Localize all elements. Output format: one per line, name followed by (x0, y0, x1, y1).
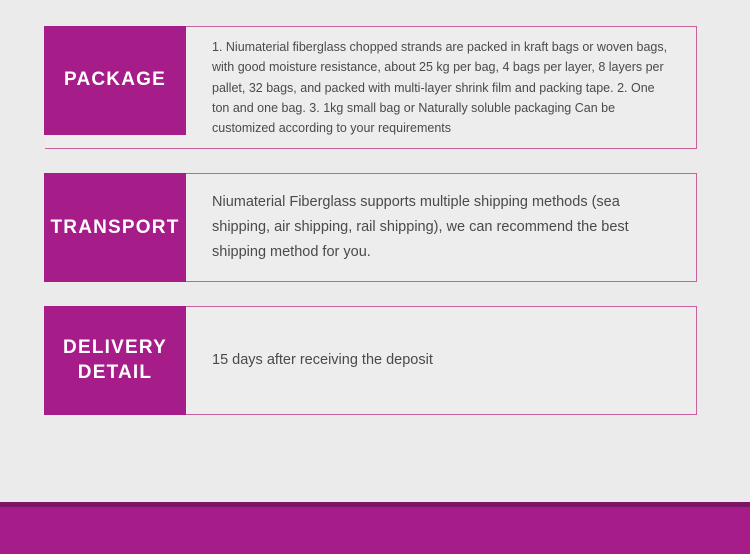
section-label-text: PACKAGE (64, 69, 166, 91)
section-body-delivery-detail (186, 307, 696, 414)
section-label-package (44, 26, 186, 135)
section-body-text: Niumaterial Fiberglass supports multiple shipping methods (sea shipping, air shipping, rail shipping), we can recommend the best shipping method for you. (212, 193, 629, 261)
section-body-transport (186, 174, 696, 281)
section-transport (45, 173, 697, 282)
section-label-text: TRANSPORT (50, 216, 180, 238)
section-package (45, 26, 697, 149)
footer-bar (0, 507, 750, 554)
section-body-text: 15 days after receiving the deposit (212, 352, 433, 369)
section-label-transport (44, 173, 186, 282)
section-body-text: 1. Niumaterial fiberglass chopped strands are packed in kraft bags or woven bags, with good moisture resistance, about 25 kg per bag, 4 bags per layer, 8 layers per pallet, 32 bags, and packed with multi-layer shrink film and packing tape. 2. One ton and one bag. 3. 1kg small bag or Naturally soluble packaging Can be customized according to your requirements (212, 40, 668, 135)
section-delivery-detail (45, 306, 697, 415)
section-body-package (186, 27, 696, 148)
section-label-delivery-detail (44, 306, 186, 415)
section-label-text: DELIVERY DETAIL (63, 337, 167, 383)
spec-section-list (45, 26, 697, 439)
